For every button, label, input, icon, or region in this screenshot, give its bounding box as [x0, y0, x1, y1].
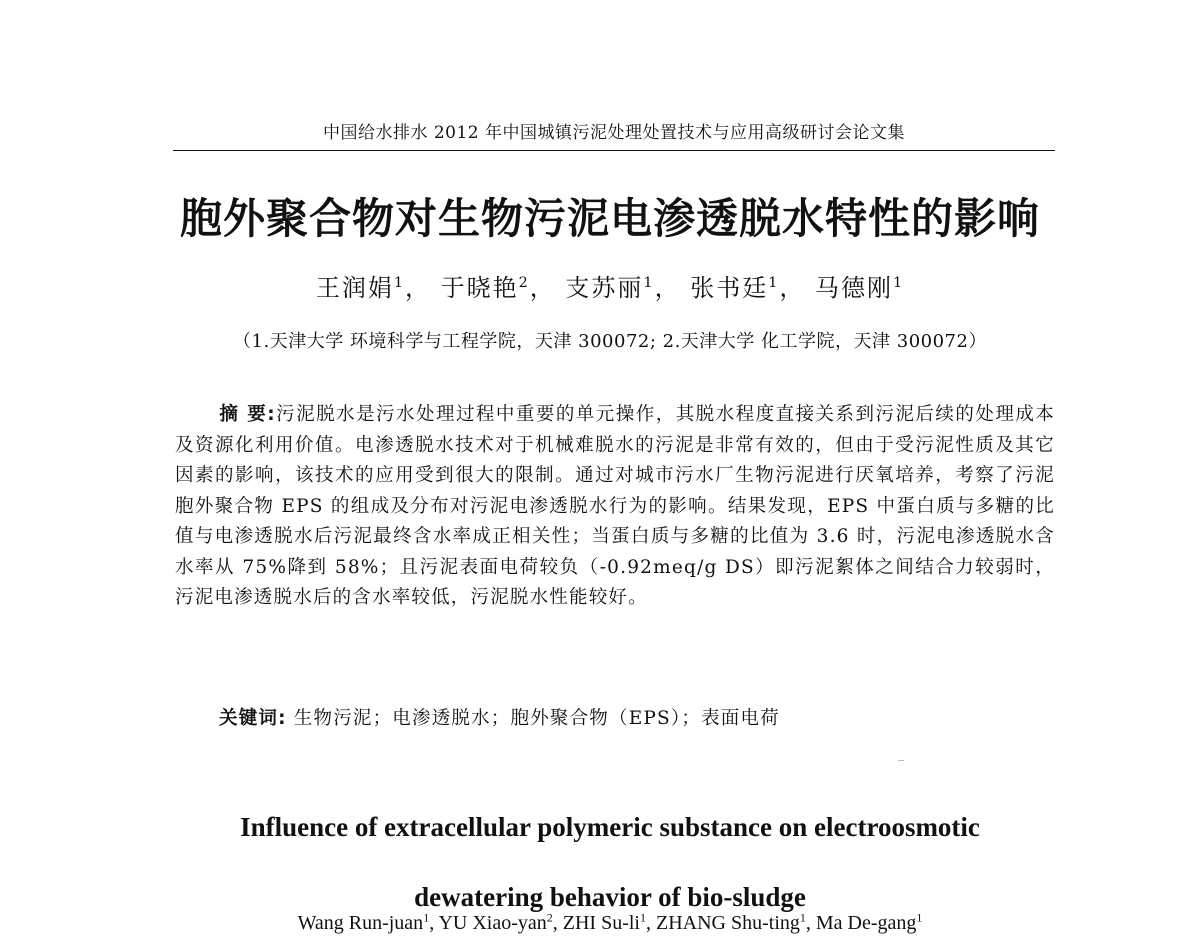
- abstract-text: 污泥脱水是污水处理过程中重要的单元操作，其脱水程度直接关系到污泥后续的处理成本及资源化利用价值。电渗透脱水技术对于机械难脱水的污泥是非常有效的，但由于受污泥性质及其它因素的影响，该技术的应用受到很大的限制。通过对城市污水厂生物污泥进行厌氧培养，考察了污泥胞外聚合物 EPS 的组成及分布对污泥电渗透脱水行为的影响。结果发现，EPS 中蛋白质与多糖的比值与电渗透脱水后污泥最终含水率成正相关性；当蛋白质与多糖的比值为 3.6 时，污泥电渗透脱水含水率从 75%降到 58%；且污泥表面电荷较负（-0.92meq/g DS）即污泥絮体之间结合力较弱时，污泥电渗透脱水后的含水率较低，污泥脱水性能较好。: [175, 404, 1056, 608]
- author-affiliation-mark: 2: [546, 910, 553, 925]
- author-en: Ma De-gang: [815, 912, 917, 934]
- keywords-text: 生物污泥；电渗透脱水；胞外聚合物（EPS）；表面电荷: [293, 708, 780, 729]
- scan-mark: [898, 760, 904, 761]
- author-en: ZHANG Shu-ting: [655, 912, 800, 934]
- author-cn: 于晓艳: [440, 274, 519, 302]
- keywords-cn: [219, 704, 1055, 730]
- affiliations-cn: （1.天津大学 环境科学与工程学院，天津 300072; 2.天津大学 化工学院，天津 300072）: [233, 331, 987, 352]
- author-en: ZHI Su-li: [562, 912, 640, 934]
- author-affiliation-mark: 2: [518, 275, 530, 291]
- author-cn: 张书廷: [690, 274, 769, 302]
- author-cn: 马德刚: [815, 274, 894, 302]
- author-list-cn: 王润娟$^1$， 于晓艳$^2$， 支苏丽$^1$， 张书廷$^1$， 马德刚$^1$: [315, 274, 905, 302]
- header-rule: [173, 150, 1055, 151]
- paper-title-en: [150, 792, 1070, 932]
- abstract-cn: [175, 400, 1055, 614]
- author-affiliation-mark: 1: [768, 275, 780, 291]
- running-header: 中国给水排水 2012 年中国城镇污泥处理处置技术与应用高级研讨会论文集: [322, 123, 906, 143]
- author-cn: 支苏丽: [565, 274, 644, 302]
- author-affiliation-mark: 1: [799, 910, 806, 925]
- author-list-en: Wang Run-juan$^1$, YU Xiao-yan$^2$, ZHI $Su-li^1$, ZHANG Shu-ting$^1$, Ma De-gang$^1$: [297, 910, 923, 934]
- title-en-line-1: Influence of extracellular polymeric substance on electroosmotic: [240, 812, 980, 842]
- author-affiliation-mark: 1: [423, 910, 430, 925]
- author-affiliation-mark: 1: [893, 275, 905, 291]
- author-affiliation-mark: 1: [916, 910, 923, 925]
- author-en: Wang Run-juan: [297, 912, 424, 934]
- author-affiliation-mark: 1: [643, 275, 655, 291]
- title-en-line-2: dewatering behavior of bio-sludge: [414, 882, 806, 912]
- author-affiliation-mark: 1: [639, 910, 646, 925]
- abstract-label: 摘 要:: [219, 404, 276, 425]
- author-en: YU Xiao-yan: [438, 912, 547, 934]
- paper-title-cn: 胞外聚合物对生物污泥电渗透脱水特性的影响: [179, 194, 1040, 243]
- author-affiliation-mark: 1: [393, 275, 405, 291]
- author-cn: 王润娟: [315, 274, 394, 302]
- keywords-label: 关键词:: [219, 708, 287, 729]
